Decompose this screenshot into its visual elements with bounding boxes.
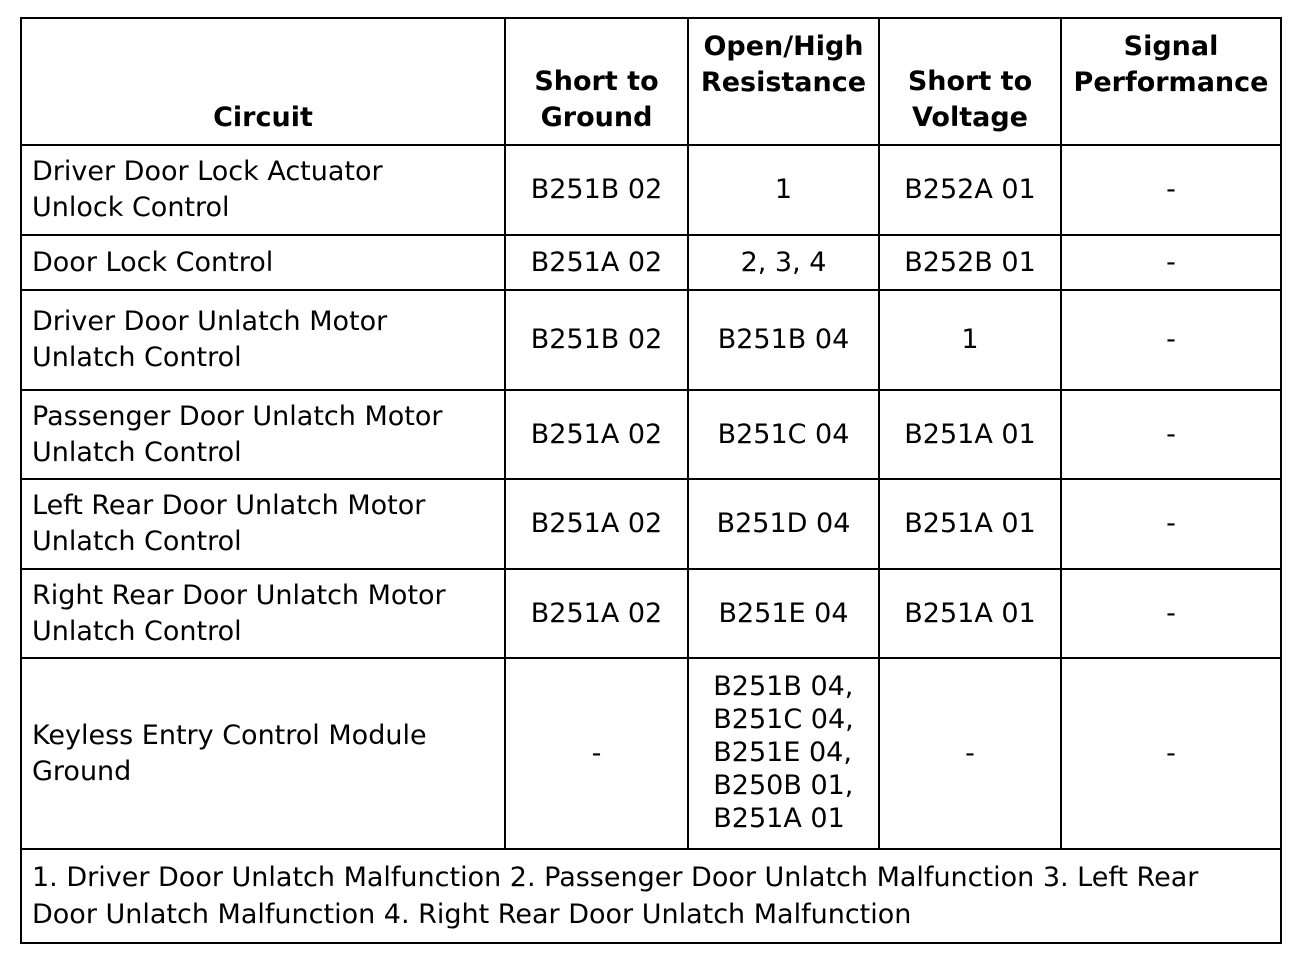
circuit-cell xyxy=(21,479,505,569)
footnotes-line1: 1. Driver Door Unlatch Malfunction 2. Passenger Door Unlatch Malfunction 3. Left Rear xyxy=(32,862,1199,893)
notes-row xyxy=(21,849,1281,943)
circuit-line1: Left Rear Door Unlatch Motor xyxy=(32,490,426,521)
short-to-voltage-cell: 1 xyxy=(879,290,1061,390)
short-to-voltage-cell: B251A 01 xyxy=(879,479,1061,569)
circuit-cell xyxy=(21,290,505,390)
header-short-to-voltage xyxy=(879,18,1061,145)
circuit-cell xyxy=(21,235,505,290)
short-to-ground-cell: B251A 02 xyxy=(505,479,688,569)
signal-performance-cell: - xyxy=(1061,235,1281,290)
open-high-resistance-item: B251A 01 xyxy=(713,803,845,834)
open-high-resistance-cell: B251C 04 xyxy=(688,390,879,479)
header-signal-performance-line1: Signal xyxy=(1123,31,1219,62)
short-to-voltage-cell: B251A 01 xyxy=(879,569,1061,658)
header-open-high-line2: Resistance xyxy=(700,67,867,98)
circuit-cell xyxy=(21,569,505,658)
table-row xyxy=(21,235,1281,290)
circuit-cell xyxy=(21,658,505,849)
open-high-resistance-item: B251C 04, xyxy=(713,704,854,735)
open-high-resistance-cell xyxy=(688,658,879,849)
header-short-to-ground-line2: Ground xyxy=(540,102,653,133)
footnotes-cell xyxy=(21,849,1281,943)
short-to-ground-cell: - xyxy=(505,658,688,849)
header-short-to-voltage-line2: Voltage xyxy=(912,102,1028,133)
header-signal-performance xyxy=(1061,18,1281,145)
header-signal-performance-line2: Performance xyxy=(1073,67,1269,98)
circuit-line2: Unlatch Control xyxy=(32,526,242,557)
open-high-resistance-cell: 2, 3, 4 xyxy=(688,235,879,290)
open-high-resistance-cell: B251E 04 xyxy=(688,569,879,658)
short-to-ground-cell: B251A 02 xyxy=(505,235,688,290)
header-open-high-line1: Open/High xyxy=(703,31,864,62)
open-high-resistance-cell: B251B 04 xyxy=(688,290,879,390)
open-high-resistance-item: B251B 04, xyxy=(713,671,854,702)
circuit-line1: Keyless Entry Control Module xyxy=(32,719,427,751)
open-high-resistance-cell: 1 xyxy=(688,145,879,235)
footnotes-line2: Door Unlatch Malfunction 4. Right Rear Door Unlatch Malfunction xyxy=(32,899,912,930)
signal-performance-cell: - xyxy=(1061,479,1281,569)
table-row xyxy=(21,479,1281,569)
signal-performance-cell: - xyxy=(1061,390,1281,479)
header-circuit xyxy=(21,18,505,145)
table-row xyxy=(21,390,1281,479)
circuit-line2: Unlatch Control xyxy=(32,436,242,468)
circuit-line1: Door Lock Control xyxy=(32,246,274,278)
open-high-resistance-list xyxy=(713,670,853,835)
circuit-line2: Unlatch Control xyxy=(32,615,242,647)
table-row xyxy=(21,569,1281,658)
short-to-ground-cell: B251B 02 xyxy=(505,145,688,235)
circuit-line2: Unlock Control xyxy=(32,192,230,223)
circuit-line1: Driver Door Unlatch Motor xyxy=(32,306,388,337)
circuit-line1: Passenger Door Unlatch Motor xyxy=(32,400,443,432)
open-high-resistance-item: B251E 04, xyxy=(713,737,852,768)
short-to-voltage-cell: - xyxy=(879,658,1061,849)
dtc-circuit-table xyxy=(20,17,1282,944)
circuit-line2: Unlatch Control xyxy=(32,342,242,373)
circuit-line1: Right Rear Door Unlatch Motor xyxy=(32,579,446,611)
header-short-to-ground xyxy=(505,18,688,145)
short-to-ground-cell: B251A 02 xyxy=(505,390,688,479)
signal-performance-cell: - xyxy=(1061,658,1281,849)
short-to-voltage-cell: B252B 01 xyxy=(879,235,1061,290)
table-row xyxy=(21,290,1281,390)
short-to-ground-cell: B251A 02 xyxy=(505,569,688,658)
table-row xyxy=(21,145,1281,235)
circuit-line1: Driver Door Lock Actuator xyxy=(32,156,383,187)
circuit-cell xyxy=(21,145,505,235)
signal-performance-cell: - xyxy=(1061,290,1281,390)
header-row xyxy=(21,18,1281,145)
short-to-voltage-cell: B252A 01 xyxy=(879,145,1061,235)
header-short-to-ground-line1: Short to xyxy=(534,66,659,97)
signal-performance-cell: - xyxy=(1061,569,1281,658)
open-high-resistance-item: B250B 01, xyxy=(713,770,854,801)
header-open-high-resistance xyxy=(688,18,879,145)
circuit-line2: Ground xyxy=(32,755,132,787)
short-to-ground-cell: B251B 02 xyxy=(505,290,688,390)
table-row xyxy=(21,658,1281,849)
header-circuit-label: Circuit xyxy=(213,102,313,133)
header-short-to-voltage-line1: Short to xyxy=(907,66,1033,97)
signal-performance-cell: - xyxy=(1061,145,1281,235)
short-to-voltage-cell: B251A 01 xyxy=(879,390,1061,479)
circuit-cell xyxy=(21,390,505,479)
open-high-resistance-cell: B251D 04 xyxy=(688,479,879,569)
